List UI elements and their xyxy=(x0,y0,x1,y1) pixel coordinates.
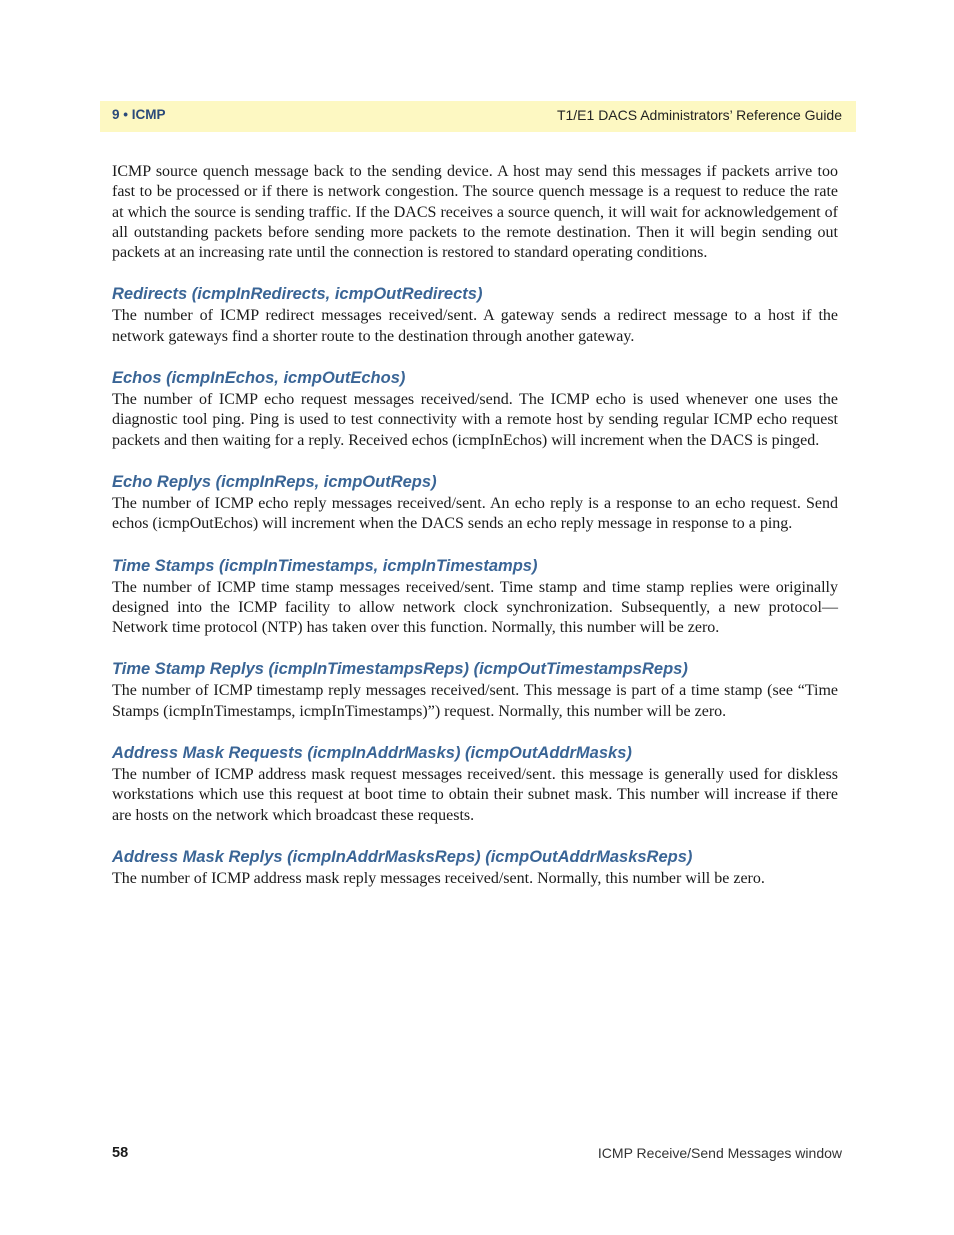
section-body-time-stamps: The number of ICMP time stamp messages received/sent. Time stamp and time stamp replies were originally designed into the ICMP facility to allow network clock synchronization. Subsequently, a new protocol—Network time protocol (NTP) has taken over this function. Normally, this number will be zero. xyxy=(112,578,838,637)
section-heading-address-mask-requests: Address Mask Requests (icmpInAddrMasks) (icmpOutAddrMasks) xyxy=(112,744,632,763)
guide-title: T1/E1 DACS Administrators’ Reference Guide xyxy=(556,107,842,123)
running-header xyxy=(100,101,856,132)
section-body-redirects: The number of ICMP redirect messages received/sent. A gateway sends a redirect message to a host if the network gateways find a shorter route to the destination through another gateway. xyxy=(112,307,838,345)
page-body xyxy=(112,162,838,889)
page-number: 58 xyxy=(112,1145,129,1161)
section-heading-echo-replys: Echo Replys (icmpInReps, icmpOutReps) xyxy=(112,472,437,491)
footer-section-title: ICMP Receive/Send Messages window xyxy=(597,1145,842,1161)
section-body-address-mask-replys: The number of ICMP address mask reply messages received/sent. Normally, this number will be zero. xyxy=(112,869,765,887)
chapter-label: 9 • ICMP xyxy=(112,107,166,122)
section-body-time-stamp-replys: The number of ICMP timestamp reply messages received/sent. This message is part of a time stamp (see “Time Stamps (icmpInTimestamps, icmpInTimestamps)”) request. Normally, this number will be zero. xyxy=(112,682,838,720)
section-body-echo-replys: The number of ICMP echo reply messages received/sent. An echo reply is a response to an echo request. Send echos (icmpOutEchos) will increment when the DACS sends an echo reply message in response to a ping. xyxy=(112,494,838,533)
intro-paragraph: ICMP source quench message back to the sending device. A host may send this messages if packets arrive too fast to be processed or if there is network congestion. The source quench message is a request to reduce the rate at which the source is sending traffic. If the DACS receives a source quench, it will wait for acknowledgement of all outstanding packets before sending more packets to the remote destination. Then it will begin sending out packets at an increasing rate until the connection is restored to standard operating conditions. xyxy=(112,163,838,262)
section-body-address-mask-requests: The number of ICMP address mask request messages received/sent. this message is generally used for diskless workstations which use this request at boot time to obtain their subnet mask. This number will increase if there are hosts on the network which broadcast these requests. xyxy=(112,766,838,824)
section-body-echos: The number of ICMP echo request messages received/send. The ICMP echo is used whenever one uses the diagnostic tool ping. Ping is used to test connectivity with a remote host by sending regular ICMP echo request packets and then waiting for a reply. Received echos (icmpInEchos) will increment when the DACS is pinged. xyxy=(112,391,838,449)
section-heading-time-stamp-replys: Time Stamp Replys (icmpInTimestampsReps) (icmpOutTimestampsReps) xyxy=(112,660,688,679)
section-heading-echos: Echos (icmpInEchos, icmpOutEchos) xyxy=(112,369,406,388)
section-heading-address-mask-replys: Address Mask Replys (icmpInAddrMasksReps) (icmpOutAddrMasksReps) xyxy=(112,847,693,866)
section-heading-time-stamps: Time Stamps (icmpInTimestamps, icmpInTimestamps) xyxy=(112,556,538,575)
section-heading-redirects: Redirects (icmpInRedirects, icmpOutRedirects) xyxy=(112,285,483,304)
